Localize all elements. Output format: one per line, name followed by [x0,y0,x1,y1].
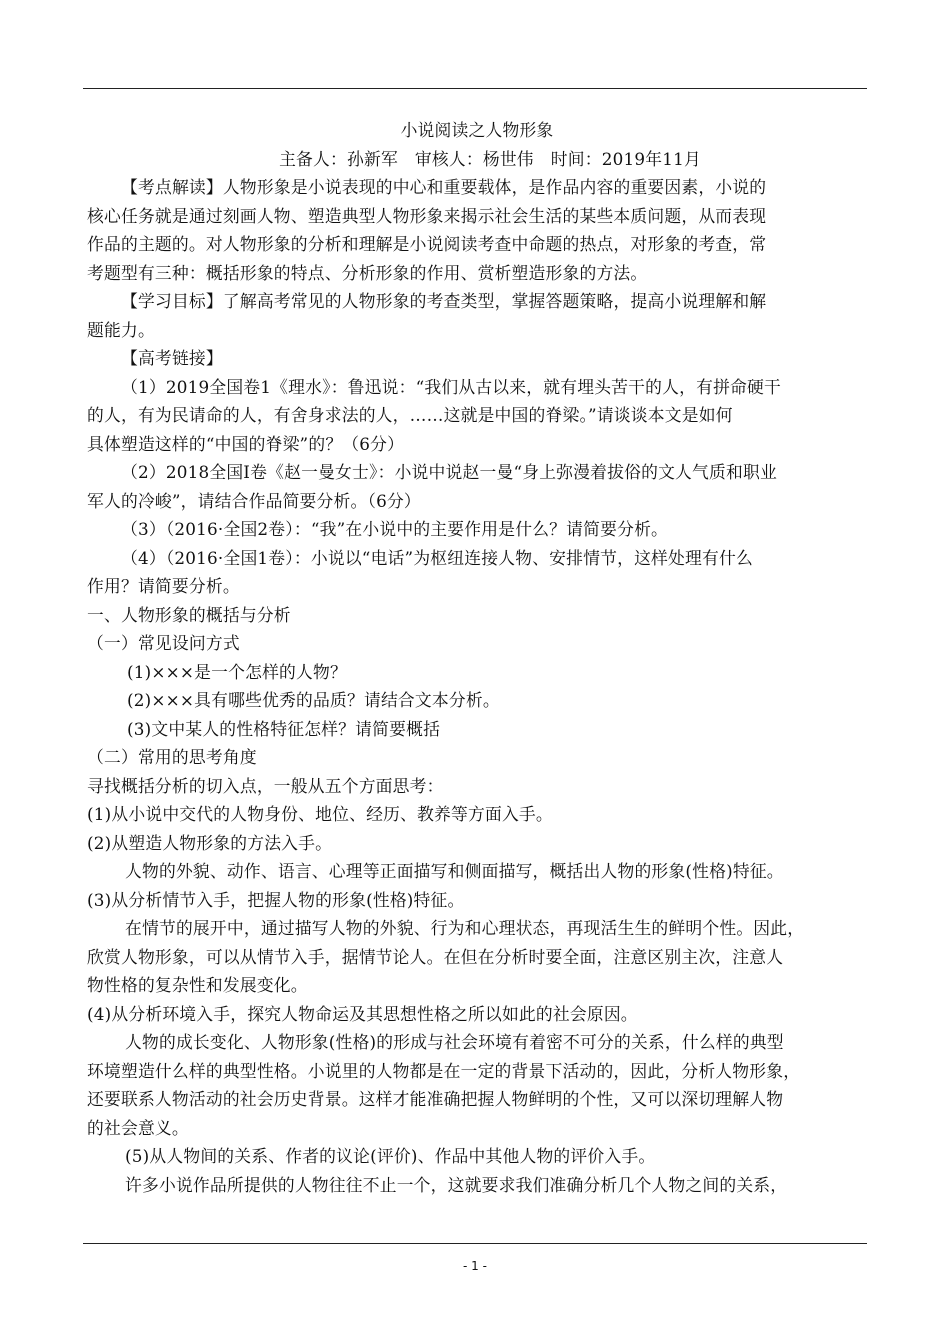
question-line: （3）（2016·全国2卷）：“我”在小说中的主要作用是什么？请简要分析。 [121,519,669,539]
question-line: （2）2018全国Ⅰ卷《赵一曼女士》：小说中说赵一曼“身上弥漫着拔俗的文人气质和职业 [121,462,777,482]
question-line: （4）（2016·全国1卷）：小说以“电话”为枢纽连接人物、安排情节，这样处理有什么 [121,547,753,568]
list-item: (3)文中某人的性格特征怎样？请简要概括 [127,718,441,739]
list-item: (1)×××是一个怎样的人物？ [127,661,347,682]
question-line: 作用？请简要分析。 [87,576,240,596]
paragraph-line: 人物的成长变化、人物形象(性格)的形成与社会环境有着密不可分的关系，什么样的典型 [125,1032,784,1052]
paragraph-line: 【学习目标】了解高考常见的人物形象的考查类型，掌握答题策略，提高小说理解和解 [121,291,767,311]
question-line: （1）2019全国卷1《理水》：鲁迅说：“我们从古以来，就有埋头苦干的人，有拼命硬干 [121,376,781,397]
list-item: (4)从分析环境入手，探究人物命运及其思想性格之所以如此的社会原因。 [87,1003,638,1024]
paragraph-line: 还要联系人物活动的社会历史背景。这样才能准确把握人物鲜明的个性，又可以深切理解人物 [87,1089,784,1109]
question-line: 具体塑造这样的“中国的脊梁”的？（6分） [87,433,405,454]
paragraph-line: 题能力。 [87,319,155,340]
paragraph-line: 许多小说作品所提供的人物往往不止一个，这就要求我们准确分析几个人物之间的关系， [125,1174,788,1195]
subsection-heading: （二）常用的思考角度 [87,747,257,767]
page-number: - 1 - [463,1259,487,1273]
paragraph-line: 寻找概括分析的切入点，一般从五个方面思考： [87,775,444,796]
list-item: (5)从人物间的关系、作者的议论(评价)、作品中其他人物的评价入手。 [125,1146,656,1166]
subsection-heading: （一）常见设问方式 [87,633,240,653]
section-heading: 【高考链接】 [121,348,223,368]
paragraph-line: 环境塑造什么样的典型性格。小说里的人物都是在一定的背景下活动的，因此，分析人物形象， [87,1060,801,1081]
paragraph-line: 考题型有三种：概括形象的特点、分析形象的作用、赏析塑造形象的方法。 [87,262,648,283]
paragraph-line: 在情节的展开中，通过描写人物的外貌、行为和心理状态，再现活生生的鲜明个性。因此， [125,918,805,938]
paragraph-line: 欣赏人物形象，可以从情节入手，据情节论人。在但在分析时要全面，注意区别主次，注意人 [87,946,784,967]
list-item: (2)从塑造人物形象的方法入手。 [87,832,333,853]
footer-rule [83,1243,867,1244]
header-rule [83,88,867,89]
list-item: (3)从分析情节入手，把握人物的形象(性格)特征。 [87,889,465,910]
paragraph-line: 的社会意义。 [87,1117,189,1138]
document-body [87,116,867,1199]
byline: 主备人：孙新军 审核人：杨世伟 时间：2019年11月 [279,148,701,169]
paragraph-line: 物性格的复杂性和发展变化。 [87,975,308,995]
page-title: 小说阅读之人物形象 [400,120,554,140]
paragraph-line: 【考点解读】人物形象是小说表现的中心和重要载体，是作品内容的重要因素，小说的 [121,177,767,197]
paragraph-line: 核心任务就是通过刻画人物、塑造典型人物形象来揭示社会生活的某些本质问题，从而表现 [87,205,767,226]
question-line: 的人，有为民请命的人，有舍身求法的人，……这就是中国的脊梁。”请谈谈本文是如何 [87,405,733,425]
list-item: (1)从小说中交代的人物身份、地位、经历、教养等方面入手。 [87,804,553,824]
paragraph-line: 人物的外貌、动作、语言、心理等正面描写和侧面描写，概括出人物的形象(性格)特征。 [125,861,784,881]
paragraph-line: 作品的主题的。对人物形象的分析和理解是小说阅读考查中命题的热点，对形象的考查，常 [87,234,767,254]
section-heading: 一、人物形象的概括与分析 [87,604,291,625]
question-line: 军人的冷峻”，请结合作品简要分析。（6分） [87,490,421,511]
list-item: (2)×××具有哪些优秀的品质？请结合文本分析。 [127,690,500,710]
